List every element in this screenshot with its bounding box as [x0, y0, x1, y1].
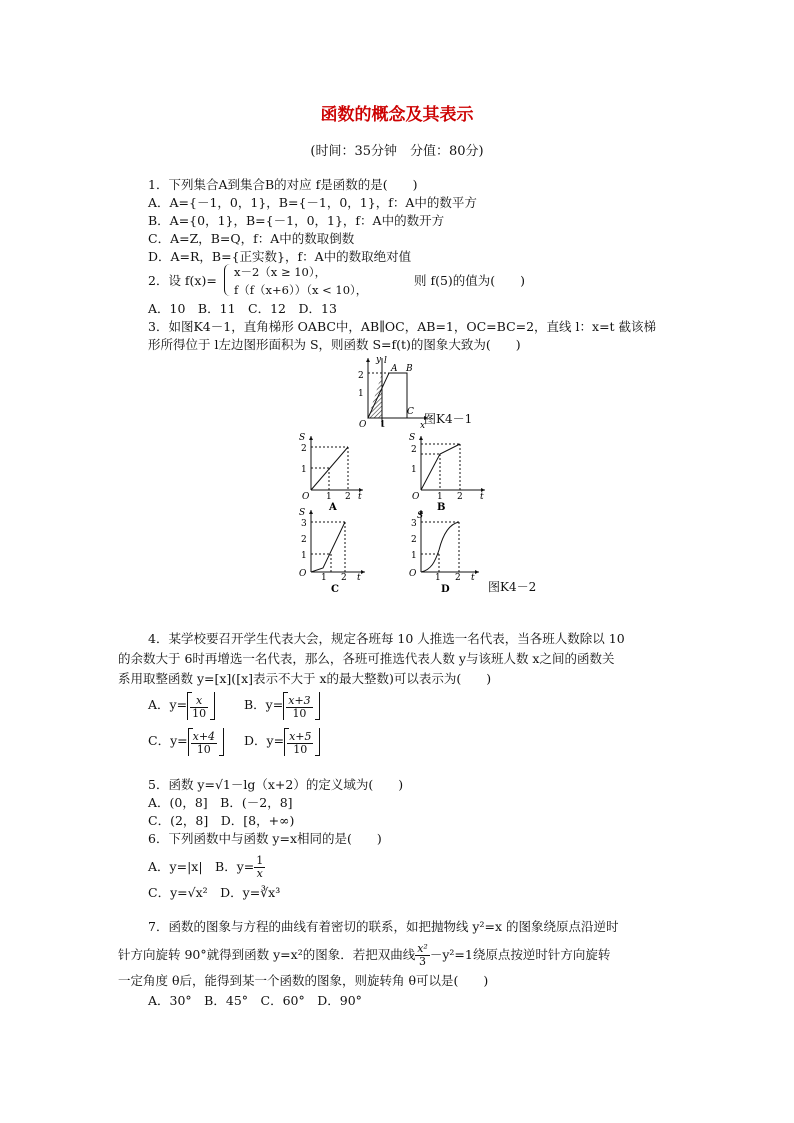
graph-b-xtick-2: 2: [457, 492, 463, 502]
q5-options-ab: A．(0，8] B．(－2，8]: [148, 795, 293, 810]
q2-case-2: f（f（x+6））（x < 10），: [234, 283, 368, 297]
shaded-region: [368, 373, 382, 418]
graph-b-ytick-1: 1: [411, 465, 417, 475]
q4-option-a-denominator: 10: [192, 706, 207, 720]
graph-b-ytick-2: 2: [411, 445, 417, 455]
q7-line-2: [118, 940, 610, 970]
graph-a-s-label: S: [299, 433, 306, 443]
graph-d-xtick-1: 1: [435, 573, 441, 583]
graph-a-origin: O: [302, 492, 310, 502]
q7-line-1: 7．函数的图象与方程的曲线有着密切的联系，如把抛物线 y²=x 的图象绕原点沿逆时: [148, 919, 619, 934]
graph-a-ytick-1: 1: [301, 465, 307, 475]
q4-option-d-label: D．y=: [244, 733, 285, 748]
q6-stem: 6．下列函数中与函数 y=x相同的是( ): [148, 831, 382, 846]
q4-option-b-numerator: x+3: [288, 693, 311, 707]
graph-d-ytick-2: 2: [411, 535, 417, 545]
q4-option-a: [148, 690, 215, 720]
fig1-tick-1y: 1: [358, 389, 364, 399]
q1-option-c: C．A=Z，B=Q，f：A中的数取倒数: [148, 231, 355, 246]
graph-d-ytick-3: 3: [411, 519, 417, 529]
q4-option-c-numerator: x+4: [192, 729, 216, 743]
graph-b-xtick-1: 1: [437, 492, 443, 502]
graph-d-ytick-1: 1: [411, 551, 417, 561]
graph-c-xtick-2: 2: [341, 573, 347, 583]
graph-c-t-label: t: [357, 573, 361, 583]
q1-option-a: A．A={－1，0，1}，B={－1，0，1}，f：A中的数平方: [148, 195, 477, 210]
q3-line-2: 形所得位于 l左边图形面积为 S，则函数 S=f(t)的图象大致为( ): [148, 337, 521, 352]
page-title: 函数的概念及其表示: [320, 105, 474, 125]
graph-d-origin: O: [409, 569, 417, 579]
graph-b-t-label: t: [480, 492, 484, 502]
q4-option-d: [244, 726, 320, 756]
q6-options-ab-text: A．y=|x| B．y=: [148, 859, 255, 874]
q4-option-c-denominator: 10: [196, 742, 211, 756]
q4-line-1: 4．某学校要召开学生代表大会，规定各班每 10 人推选一名代表，当各班人数除以 10: [148, 631, 625, 646]
fig1-origin: O: [359, 420, 367, 430]
graph-a-xtick-2: 2: [345, 492, 351, 502]
fig2-caption: 图K4－2: [488, 580, 537, 594]
q7-fraction-denominator: 3: [419, 955, 427, 968]
q4-option-a-label: A．y=: [148, 697, 188, 712]
q2-brace: [224, 264, 233, 296]
graph-d-xtick-2: 2: [455, 573, 461, 583]
graph-d: [405, 506, 485, 594]
fig1-x-label: x: [420, 421, 426, 430]
graph-c-xtick-1: 1: [321, 573, 327, 583]
graph-c-s-label: S: [299, 508, 306, 518]
fig1-point-b: B: [406, 364, 413, 374]
graph-d-curve: [421, 522, 459, 572]
graph-c-label: C: [331, 584, 339, 594]
q7-line-2a: 针方向旋转 90°就得到函数 y=x²的图象．若把双曲线: [118, 947, 416, 962]
graph-c-ytick-2: 2: [301, 535, 307, 545]
graph-c: [295, 506, 370, 594]
q2-question: 则 f(5)的值为( ): [414, 273, 526, 288]
q7-options: A．30° B．45° C．60° D．90°: [148, 993, 362, 1008]
graph-a: [295, 432, 365, 512]
graph-b-s-label: S: [409, 433, 416, 443]
q7-line-3: 一定角度 θ后，能得到某一个函数的图象，则旋转角 θ可以是( ): [118, 973, 489, 988]
q6-option-b-numerator: 1: [256, 854, 264, 867]
q4-option-b-label: B．y=: [244, 697, 284, 712]
fig1-tick-1x: 1: [380, 420, 386, 430]
fig1-tick-2: 2: [358, 371, 364, 381]
graph-d-label: D: [441, 584, 450, 594]
q4-option-b-denominator: 10: [292, 706, 307, 720]
q2-options: A．10 B．11 C．12 D．13: [148, 301, 337, 316]
q7-line-2b: －y²=1绕原点按逆时针方向旋转: [429, 947, 611, 962]
q4-option-c-label: C．y=: [148, 733, 188, 748]
q2-prefix: 2．设 f(x)=: [148, 273, 217, 288]
q4-option-d-numerator: x+5: [289, 729, 312, 743]
q1-stem: 1．下列集合A到集合B的对应 f是函数的是( ): [148, 177, 418, 192]
q5-stem: 5．函数 y=√1－lg（x+2）的定义域为( ): [148, 777, 404, 792]
q2-case-1: x－2（x ≥ 10），: [234, 265, 327, 279]
q7-fraction-numerator: x²: [417, 942, 428, 955]
q1-option-b: B．A={0，1}，B={－1，0，1}，f：A中的数开方: [148, 213, 445, 228]
graph-a-label: A: [329, 502, 337, 512]
fig1-y-label: y: [376, 355, 382, 365]
fig1-point-c: C: [407, 407, 414, 417]
q5-options-cd: C．(2，8] D．[8，+∞): [148, 813, 295, 828]
q1-option-d: D．A=R，B={正实数}，f：A中的数取绝对值: [148, 249, 412, 264]
graph-b-origin: O: [412, 492, 420, 502]
q6-options-ab: [148, 852, 265, 882]
graph-a-xtick-1: 1: [326, 492, 332, 502]
graph-d-t-label: t: [471, 573, 475, 583]
fig1-l-label: l: [384, 356, 387, 366]
q4-option-d-denominator: 10: [293, 742, 308, 756]
graph-a-ytick-2: 2: [301, 444, 307, 454]
q6-options-cd: C．y=√x² D．y=∛x³: [148, 885, 281, 900]
q6-option-b-denominator: x: [256, 867, 263, 880]
q4-option-a-numerator: x: [190, 695, 208, 708]
fig1-caption: 图K4－1: [424, 412, 473, 426]
q4-line-3: 系用取整函数 y=[x]([x]表示不大于 x的最大整数)可以表示为( ): [118, 671, 492, 686]
figure-k4-1: [340, 354, 430, 430]
graph-c-origin: O: [299, 569, 307, 579]
graph-b-label: B: [437, 502, 446, 512]
graph-a-t-label: t: [358, 492, 362, 502]
q4-option-c: [148, 726, 224, 756]
graph-c-ytick-3: 3: [301, 519, 307, 529]
y-axis-arrow: [366, 358, 370, 362]
fig1-point-a: A: [391, 364, 398, 374]
graph-c-ytick-1: 1: [301, 551, 307, 561]
q4-option-b: [244, 690, 320, 720]
graph-d-s-label: S: [417, 511, 424, 521]
graph-b: [405, 432, 490, 512]
time-score-info: (时间：35分钟 分值：80分): [310, 144, 484, 159]
q4-line-2: 的余数大于 6时再增选一名代表，那么，各班可推选代表人数 y与该班人数 x之间的函数关: [118, 651, 615, 666]
q3-line-1: 3．如图K4－1，直角梯形 OABC中，AB∥OC，AB=1，OC=BC=2，直线 l：x=t 截该梯: [148, 319, 657, 334]
graph-c-line: [311, 522, 345, 572]
